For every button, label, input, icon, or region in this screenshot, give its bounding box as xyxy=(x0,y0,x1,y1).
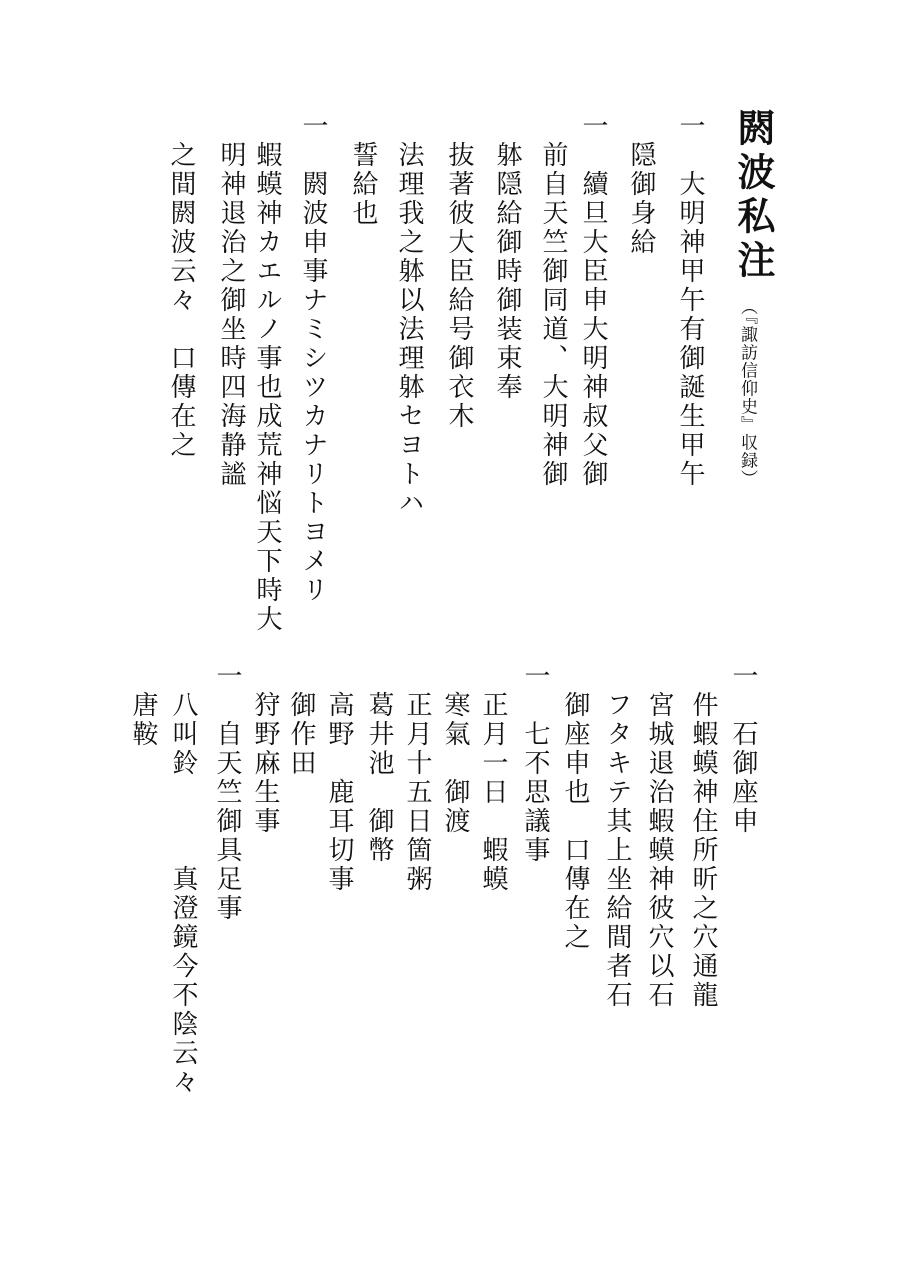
text-column: 寒氣 御渡 xyxy=(440,662,470,836)
text-column: 法理我之躰以法理躰セヨトハ xyxy=(394,112,424,518)
text-column: 一 續旦大臣申大明神叔父御 xyxy=(578,112,608,489)
text-column: 一 石御座申 xyxy=(728,662,758,836)
text-column: 一 大明神甲午有御誕生甲午 xyxy=(675,112,705,489)
text-column: 狩野麻生事 xyxy=(250,662,280,836)
subtitle: （『諏訪信仰史』収録） xyxy=(737,298,757,488)
text-column: 一 閼波申事ナミシツカナリトヨメリ xyxy=(298,112,328,605)
text-column: 躰隠給御時御装束奉 xyxy=(492,112,522,402)
text-column: 宮城退治蝦蟆神彼穴以石 xyxy=(644,662,674,1010)
text-column: 明神退治之御坐時四海静謐 xyxy=(216,112,246,489)
text-column: 蝦蟆神カエルノ事也成荒神悩天下時大 xyxy=(252,112,282,634)
text-column: 誓給也 xyxy=(348,112,378,228)
text-column: 抜著彼大臣給号御衣木 xyxy=(444,112,474,431)
text-column: 御座申也 口傳在之 xyxy=(560,662,590,952)
text-column: フタキテ其上坐給間者石 xyxy=(602,662,632,1010)
text-column: 一 自天竺御具足事 xyxy=(212,662,242,923)
text-column: 隠御身給 xyxy=(626,112,656,257)
text-column: 高野 鹿耳切事 xyxy=(324,662,354,894)
text-column: 正月一日 蝦蟆 xyxy=(478,662,508,894)
text-column: 正月十五日箇粥 xyxy=(402,662,432,894)
text-column: 一 七不思議事 xyxy=(520,662,550,865)
text-column: 葛井池 御幣 xyxy=(364,662,394,865)
text-column: 之間閼波云々 口傳在之 xyxy=(166,112,196,460)
page-title: 閼波私注 xyxy=(731,108,776,284)
text-column: 御作田 xyxy=(286,662,316,778)
text-column: 件蝦蟆神住所昕之穴通龍 xyxy=(688,662,718,1010)
text-column: 八叫鈴 真澄鏡今不陰云々 xyxy=(168,662,198,1097)
text-column: 唐鞍 xyxy=(128,662,158,749)
text-column: 前自天竺御同道、大明神御 xyxy=(538,112,568,489)
